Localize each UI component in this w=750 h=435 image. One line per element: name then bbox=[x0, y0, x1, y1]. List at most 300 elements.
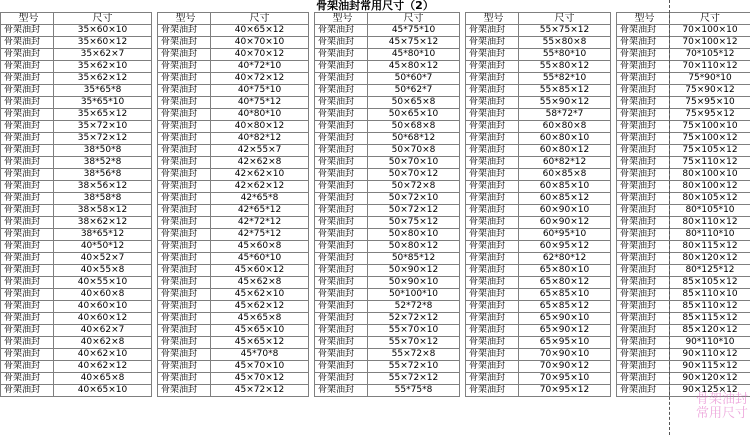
size-cell: 45×62×10 bbox=[211, 289, 309, 301]
header-model: 型号 bbox=[158, 13, 211, 25]
model-cell: 骨架油封 bbox=[1, 49, 54, 61]
size-cell: 40×60×12 bbox=[54, 313, 152, 325]
model-cell: 骨架油封 bbox=[158, 253, 211, 265]
size-cell: 40*75*10 bbox=[211, 85, 309, 97]
model-cell: 骨架油封 bbox=[466, 325, 519, 337]
model-cell: 骨架油封 bbox=[617, 289, 670, 301]
size-cell: 70*105*12 bbox=[670, 49, 750, 61]
size-cell: 60*95*10 bbox=[519, 229, 611, 241]
size-cell: 50×90×12 bbox=[368, 265, 460, 277]
size-cell: 40×55×10 bbox=[54, 277, 152, 289]
watermark-line-2: 常用尺寸 bbox=[695, 406, 748, 421]
size-cell: 85×110×12 bbox=[670, 301, 750, 313]
size-cell: 50×80×12 bbox=[368, 241, 460, 253]
model-cell: 骨架油封 bbox=[1, 169, 54, 181]
model-cell: 骨架油封 bbox=[158, 121, 211, 133]
model-cell: 骨架油封 bbox=[466, 145, 519, 157]
size-cell: 70×110×12 bbox=[670, 61, 750, 73]
size-cell: 42×62×10 bbox=[211, 169, 309, 181]
size-cell: 90*110*10 bbox=[670, 337, 750, 349]
model-cell: 骨架油封 bbox=[1, 253, 54, 265]
size-cell: 38*56*8 bbox=[54, 169, 152, 181]
size-cell: 50*62*7 bbox=[368, 85, 460, 97]
size-cell: 55×72×12 bbox=[368, 373, 460, 385]
size-cell: 80×110×12 bbox=[670, 217, 750, 229]
size-cell: 52*72*8 bbox=[368, 301, 460, 313]
model-cell: 骨架油封 bbox=[466, 121, 519, 133]
table-row bbox=[1, 277, 750, 289]
size-cell: 80×120×12 bbox=[670, 253, 750, 265]
size-cell: 80×105×12 bbox=[670, 193, 750, 205]
size-cell: 38*52*8 bbox=[54, 157, 152, 169]
model-cell: 骨架油封 bbox=[466, 349, 519, 361]
model-cell: 骨架油封 bbox=[466, 253, 519, 265]
table-row bbox=[1, 49, 750, 61]
size-cell: 65×85×12 bbox=[519, 301, 611, 313]
model-cell: 骨架油封 bbox=[158, 181, 211, 193]
size-cell: 40×72×12 bbox=[211, 73, 309, 85]
model-cell: 骨架油封 bbox=[315, 145, 368, 157]
size-cell: 45*75*10 bbox=[368, 25, 460, 37]
header-size: 尺寸 bbox=[54, 13, 152, 25]
size-cell: 50×80×10 bbox=[368, 229, 460, 241]
model-cell: 骨架油封 bbox=[1, 157, 54, 169]
size-cell: 50×65×10 bbox=[368, 109, 460, 121]
page-title: 骨架油封常用尺寸（2） bbox=[316, 0, 434, 12]
size-cell: 75×105×12 bbox=[670, 145, 750, 157]
model-cell: 骨架油封 bbox=[466, 49, 519, 61]
model-cell: 骨架油封 bbox=[1, 325, 54, 337]
model-cell: 骨架油封 bbox=[158, 133, 211, 145]
model-cell: 骨架油封 bbox=[158, 277, 211, 289]
model-cell: 骨架油封 bbox=[315, 73, 368, 85]
model-cell: 骨架油封 bbox=[617, 25, 670, 37]
size-cell: 60×85×10 bbox=[519, 181, 611, 193]
size-cell: 55×75×12 bbox=[519, 25, 611, 37]
size-cell: 45×72×12 bbox=[211, 385, 309, 397]
watermark-overlay bbox=[620, 393, 748, 435]
model-cell: 骨架油封 bbox=[617, 241, 670, 253]
table-row bbox=[1, 73, 750, 85]
size-cell: 45×60×12 bbox=[211, 265, 309, 277]
size-cell: 60×90×10 bbox=[519, 205, 611, 217]
size-cell: 40×70×12 bbox=[211, 49, 309, 61]
model-cell: 骨架油封 bbox=[315, 61, 368, 73]
size-cell: 75×100×12 bbox=[670, 133, 750, 145]
model-cell: 骨架油封 bbox=[315, 193, 368, 205]
size-cell: 38*50*8 bbox=[54, 145, 152, 157]
table-row bbox=[1, 205, 750, 217]
size-cell: 55×80×8 bbox=[519, 37, 611, 49]
size-cell: 45*80*10 bbox=[368, 49, 460, 61]
model-cell: 骨架油封 bbox=[1, 265, 54, 277]
size-cell: 60*82*12 bbox=[519, 157, 611, 169]
size-cell: 45×65×10 bbox=[211, 325, 309, 337]
model-cell: 骨架油封 bbox=[617, 337, 670, 349]
size-cell: 45×65×12 bbox=[211, 337, 309, 349]
table-row bbox=[1, 241, 750, 253]
model-cell: 骨架油封 bbox=[466, 133, 519, 145]
size-cell: 35×60×12 bbox=[54, 37, 152, 49]
model-cell: 骨架油封 bbox=[315, 373, 368, 385]
size-cell: 35×62×7 bbox=[54, 49, 152, 61]
header-size: 尺寸 bbox=[368, 13, 460, 25]
model-cell: 骨架油封 bbox=[315, 133, 368, 145]
model-cell: 骨架油封 bbox=[466, 181, 519, 193]
model-cell: 骨架油封 bbox=[158, 325, 211, 337]
size-cell: 42×62×12 bbox=[211, 181, 309, 193]
model-cell: 骨架油封 bbox=[466, 385, 519, 397]
model-cell: 骨架油封 bbox=[315, 301, 368, 313]
header-size: 尺寸 bbox=[211, 13, 309, 25]
size-cell: 42*65*8 bbox=[211, 193, 309, 205]
size-cell: 62*80*12 bbox=[519, 253, 611, 265]
model-cell: 骨架油封 bbox=[466, 217, 519, 229]
size-cell: 40×80×12 bbox=[211, 121, 309, 133]
model-cell: 骨架油封 bbox=[1, 85, 54, 97]
model-cell: 骨架油封 bbox=[158, 241, 211, 253]
size-cell: 60×95×12 bbox=[519, 241, 611, 253]
model-cell: 骨架油封 bbox=[158, 337, 211, 349]
size-cell: 80×100×12 bbox=[670, 181, 750, 193]
size-cell: 55×70×10 bbox=[368, 325, 460, 337]
model-cell: 骨架油封 bbox=[315, 37, 368, 49]
size-cell: 50×65×8 bbox=[368, 97, 460, 109]
model-cell: 骨架油封 bbox=[158, 61, 211, 73]
model-cell: 骨架油封 bbox=[466, 229, 519, 241]
size-cell: 80*110*10 bbox=[670, 229, 750, 241]
model-cell: 骨架油封 bbox=[158, 301, 211, 313]
model-cell: 骨架油封 bbox=[1, 349, 54, 361]
model-cell: 骨架油封 bbox=[466, 169, 519, 181]
size-cell: 35×60×10 bbox=[54, 25, 152, 37]
size-cell: 70×100×10 bbox=[670, 25, 750, 37]
size-cell: 80*125*12 bbox=[670, 265, 750, 277]
table-row bbox=[1, 61, 750, 73]
size-cell: 40×62×10 bbox=[54, 349, 152, 361]
size-cell: 75×90×12 bbox=[670, 85, 750, 97]
model-cell: 骨架油封 bbox=[466, 373, 519, 385]
size-cell: 40×65×8 bbox=[54, 373, 152, 385]
table-row bbox=[1, 133, 750, 145]
model-cell: 骨架油封 bbox=[466, 61, 519, 73]
model-cell: 骨架油封 bbox=[315, 241, 368, 253]
size-cell: 90×125×12 bbox=[670, 385, 750, 397]
size-cell: 55*75*8 bbox=[368, 385, 460, 397]
model-cell: 骨架油封 bbox=[617, 85, 670, 97]
model-cell: 骨架油封 bbox=[315, 289, 368, 301]
size-cell: 40*82*12 bbox=[211, 133, 309, 145]
size-cell: 45×75×12 bbox=[368, 37, 460, 49]
size-cell: 38×62×12 bbox=[54, 217, 152, 229]
model-cell: 骨架油封 bbox=[1, 25, 54, 37]
model-cell: 骨架油封 bbox=[158, 169, 211, 181]
size-cell: 85×120×12 bbox=[670, 325, 750, 337]
table-row bbox=[1, 169, 750, 181]
size-cell: 75*90*10 bbox=[670, 73, 750, 85]
model-cell: 骨架油封 bbox=[617, 157, 670, 169]
model-cell: 骨架油封 bbox=[315, 205, 368, 217]
model-cell: 骨架油封 bbox=[1, 61, 54, 73]
size-cell: 60×90×12 bbox=[519, 217, 611, 229]
size-cell: 50×75×12 bbox=[368, 217, 460, 229]
size-cell: 50×70×8 bbox=[368, 145, 460, 157]
size-cell: 90×110×12 bbox=[670, 349, 750, 361]
model-cell: 骨架油封 bbox=[1, 73, 54, 85]
model-cell: 骨架油封 bbox=[466, 337, 519, 349]
size-cell: 65×80×12 bbox=[519, 277, 611, 289]
size-cell: 70×100×12 bbox=[670, 37, 750, 49]
size-cell: 80×100×10 bbox=[670, 169, 750, 181]
table-row bbox=[1, 349, 750, 361]
header-row bbox=[1, 13, 750, 25]
table-row bbox=[1, 181, 750, 193]
size-cell: 42*65*12 bbox=[211, 205, 309, 217]
size-cell: 38*65*12 bbox=[54, 229, 152, 241]
model-cell: 骨架油封 bbox=[1, 385, 54, 397]
model-cell: 骨架油封 bbox=[1, 205, 54, 217]
table-row bbox=[1, 145, 750, 157]
size-cell: 75×100×10 bbox=[670, 121, 750, 133]
model-cell: 骨架油封 bbox=[617, 133, 670, 145]
model-cell: 骨架油封 bbox=[466, 25, 519, 37]
size-cell: 55*80*10 bbox=[519, 49, 611, 61]
table-row bbox=[1, 193, 750, 205]
model-cell: 骨架油封 bbox=[617, 37, 670, 49]
model-cell: 骨架油封 bbox=[466, 313, 519, 325]
model-cell: 骨架油封 bbox=[315, 109, 368, 121]
model-cell: 骨架油封 bbox=[158, 385, 211, 397]
model-cell: 骨架油封 bbox=[617, 109, 670, 121]
size-cell: 45×65×8 bbox=[211, 313, 309, 325]
size-cell: 65×85×10 bbox=[519, 289, 611, 301]
model-cell: 骨架油封 bbox=[315, 121, 368, 133]
size-cell: 50×72×10 bbox=[368, 193, 460, 205]
model-cell: 骨架油封 bbox=[466, 361, 519, 373]
model-cell: 骨架油封 bbox=[1, 337, 54, 349]
model-cell: 骨架油封 bbox=[466, 241, 519, 253]
size-cell: 45×70×10 bbox=[211, 361, 309, 373]
size-cell: 35×72×12 bbox=[54, 133, 152, 145]
size-cell: 52×72×12 bbox=[368, 313, 460, 325]
size-cell: 45*70*8 bbox=[211, 349, 309, 361]
model-cell: 骨架油封 bbox=[158, 97, 211, 109]
size-cell: 42×62×8 bbox=[211, 157, 309, 169]
model-cell: 骨架油封 bbox=[466, 97, 519, 109]
size-cell: 70×95×10 bbox=[519, 373, 611, 385]
table-row bbox=[1, 313, 750, 325]
model-cell: 骨架油封 bbox=[158, 73, 211, 85]
model-cell: 骨架油封 bbox=[158, 49, 211, 61]
model-cell: 骨架油封 bbox=[315, 169, 368, 181]
model-cell: 骨架油封 bbox=[158, 289, 211, 301]
size-cell: 40×65×12 bbox=[211, 25, 309, 37]
model-cell: 骨架油封 bbox=[315, 85, 368, 97]
size-cell: 65×80×10 bbox=[519, 265, 611, 277]
header-model: 型号 bbox=[466, 13, 519, 25]
model-cell: 骨架油封 bbox=[1, 277, 54, 289]
model-cell: 骨架油封 bbox=[315, 157, 368, 169]
model-cell: 骨架油封 bbox=[617, 349, 670, 361]
size-cell: 38×58×12 bbox=[54, 205, 152, 217]
size-cell: 50*85*12 bbox=[368, 253, 460, 265]
model-cell: 骨架油封 bbox=[1, 301, 54, 313]
size-cell: 65×90×12 bbox=[519, 325, 611, 337]
size-cell: 70×90×12 bbox=[519, 361, 611, 373]
model-cell: 骨架油封 bbox=[315, 181, 368, 193]
size-cell: 35×72×10 bbox=[54, 121, 152, 133]
header-model: 型号 bbox=[315, 13, 368, 25]
size-cell: 40×62×7 bbox=[54, 325, 152, 337]
table-row bbox=[1, 337, 750, 349]
table-row bbox=[1, 325, 750, 337]
table-row bbox=[1, 37, 750, 49]
size-cell: 55×70×12 bbox=[368, 337, 460, 349]
model-cell: 骨架油封 bbox=[617, 49, 670, 61]
size-cell: 80×115×12 bbox=[670, 241, 750, 253]
model-cell: 骨架油封 bbox=[158, 205, 211, 217]
size-cell: 50×70×10 bbox=[368, 157, 460, 169]
model-cell: 骨架油封 bbox=[466, 73, 519, 85]
size-cell: 85×115×12 bbox=[670, 313, 750, 325]
size-cell: 40×60×8 bbox=[54, 289, 152, 301]
size-cell: 90×115×12 bbox=[670, 361, 750, 373]
size-cell: 40×70×10 bbox=[211, 37, 309, 49]
model-cell: 骨架油封 bbox=[158, 373, 211, 385]
size-cell: 40×65×10 bbox=[54, 385, 152, 397]
size-cell: 42×55×7 bbox=[211, 145, 309, 157]
model-cell: 骨架油封 bbox=[617, 265, 670, 277]
size-cell: 65×95×10 bbox=[519, 337, 611, 349]
model-cell: 骨架油封 bbox=[158, 25, 211, 37]
size-cell: 50×90×10 bbox=[368, 277, 460, 289]
model-cell: 骨架油封 bbox=[158, 361, 211, 373]
model-cell: 骨架油封 bbox=[315, 277, 368, 289]
size-cell: 50*60*7 bbox=[368, 73, 460, 85]
model-cell: 骨架油封 bbox=[315, 349, 368, 361]
size-cell: 55×72×10 bbox=[368, 361, 460, 373]
size-cell: 50×72×8 bbox=[368, 181, 460, 193]
model-cell: 骨架油封 bbox=[617, 181, 670, 193]
table-row bbox=[1, 109, 750, 121]
model-cell: 骨架油封 bbox=[158, 217, 211, 229]
table-row bbox=[1, 253, 750, 265]
model-cell: 骨架油封 bbox=[1, 229, 54, 241]
model-cell: 骨架油封 bbox=[1, 361, 54, 373]
model-cell: 骨架油封 bbox=[1, 109, 54, 121]
size-cell: 60×85×12 bbox=[519, 193, 611, 205]
table-row bbox=[1, 229, 750, 241]
table-row bbox=[1, 25, 750, 37]
header-size: 尺寸 bbox=[670, 13, 750, 25]
model-cell: 骨架油封 bbox=[617, 313, 670, 325]
model-cell: 骨架油封 bbox=[1, 37, 54, 49]
model-cell: 骨架油封 bbox=[466, 157, 519, 169]
model-cell: 骨架油封 bbox=[617, 253, 670, 265]
model-cell: 骨架油封 bbox=[158, 109, 211, 121]
size-cell: 75×110×12 bbox=[670, 157, 750, 169]
size-cell: 70×95×12 bbox=[519, 385, 611, 397]
size-cell: 35×62×12 bbox=[54, 73, 152, 85]
size-cell: 55*82*10 bbox=[519, 73, 611, 85]
size-table bbox=[0, 12, 750, 397]
size-cell: 75×95×10 bbox=[670, 97, 750, 109]
size-cell: 50×68×8 bbox=[368, 121, 460, 133]
size-cell: 42*72*12 bbox=[211, 217, 309, 229]
model-cell: 骨架油封 bbox=[617, 121, 670, 133]
size-cell: 40×60×10 bbox=[54, 301, 152, 313]
size-cell: 60×80×12 bbox=[519, 145, 611, 157]
size-cell: 45×62×12 bbox=[211, 301, 309, 313]
size-cell: 58*72*7 bbox=[519, 109, 611, 121]
model-cell: 骨架油封 bbox=[315, 313, 368, 325]
model-cell: 骨架油封 bbox=[617, 361, 670, 373]
size-cell: 35×62×10 bbox=[54, 61, 152, 73]
model-cell: 骨架油封 bbox=[466, 85, 519, 97]
model-cell: 骨架油封 bbox=[617, 373, 670, 385]
table-row bbox=[1, 289, 750, 301]
size-cell: 35*65*8 bbox=[54, 85, 152, 97]
model-cell: 骨架油封 bbox=[315, 25, 368, 37]
model-cell: 骨架油封 bbox=[617, 325, 670, 337]
model-cell: 骨架油封 bbox=[617, 301, 670, 313]
model-cell: 骨架油封 bbox=[1, 193, 54, 205]
model-cell: 骨架油封 bbox=[617, 61, 670, 73]
size-cell: 60×80×8 bbox=[519, 121, 611, 133]
model-cell: 骨架油封 bbox=[1, 181, 54, 193]
model-cell: 骨架油封 bbox=[315, 217, 368, 229]
model-cell: 骨架油封 bbox=[1, 313, 54, 325]
size-cell: 50×72×12 bbox=[368, 205, 460, 217]
size-cell: 90×120×12 bbox=[670, 373, 750, 385]
size-cell: 45×62×8 bbox=[211, 277, 309, 289]
model-cell: 骨架油封 bbox=[617, 205, 670, 217]
model-cell: 骨架油封 bbox=[466, 289, 519, 301]
size-cell: 40*75*12 bbox=[211, 97, 309, 109]
page-break-line bbox=[669, 0, 670, 435]
model-cell: 骨架油封 bbox=[466, 205, 519, 217]
size-cell: 38×56×12 bbox=[54, 181, 152, 193]
size-cell: 40*80*10 bbox=[211, 109, 309, 121]
model-cell: 骨架油封 bbox=[158, 145, 211, 157]
size-cell: 50*100*10 bbox=[368, 289, 460, 301]
model-cell: 骨架油封 bbox=[315, 337, 368, 349]
size-cell: 42*75*12 bbox=[211, 229, 309, 241]
model-cell: 骨架油封 bbox=[315, 97, 368, 109]
model-cell: 骨架油封 bbox=[617, 97, 670, 109]
model-cell: 骨架油封 bbox=[158, 349, 211, 361]
model-cell: 骨架油封 bbox=[1, 133, 54, 145]
size-cell: 35*65*10 bbox=[54, 97, 152, 109]
size-cell: 60×80×10 bbox=[519, 133, 611, 145]
size-cell: 55×80×12 bbox=[519, 61, 611, 73]
model-cell: 骨架油封 bbox=[158, 313, 211, 325]
table-row bbox=[1, 265, 750, 277]
size-cell: 45×70×12 bbox=[211, 373, 309, 385]
size-cell: 65×90×10 bbox=[519, 313, 611, 325]
size-cell: 45*60*10 bbox=[211, 253, 309, 265]
model-cell: 骨架油封 bbox=[466, 265, 519, 277]
size-cell: 35×65×12 bbox=[54, 109, 152, 121]
size-cell: 45×60×8 bbox=[211, 241, 309, 253]
table-row bbox=[1, 121, 750, 133]
model-cell: 骨架油封 bbox=[315, 229, 368, 241]
size-cell: 38*58*8 bbox=[54, 193, 152, 205]
model-cell: 骨架油封 bbox=[1, 217, 54, 229]
model-cell: 骨架油封 bbox=[315, 385, 368, 397]
size-cell: 75×95×12 bbox=[670, 109, 750, 121]
watermark-line-1: 骨架油封 bbox=[695, 392, 748, 407]
